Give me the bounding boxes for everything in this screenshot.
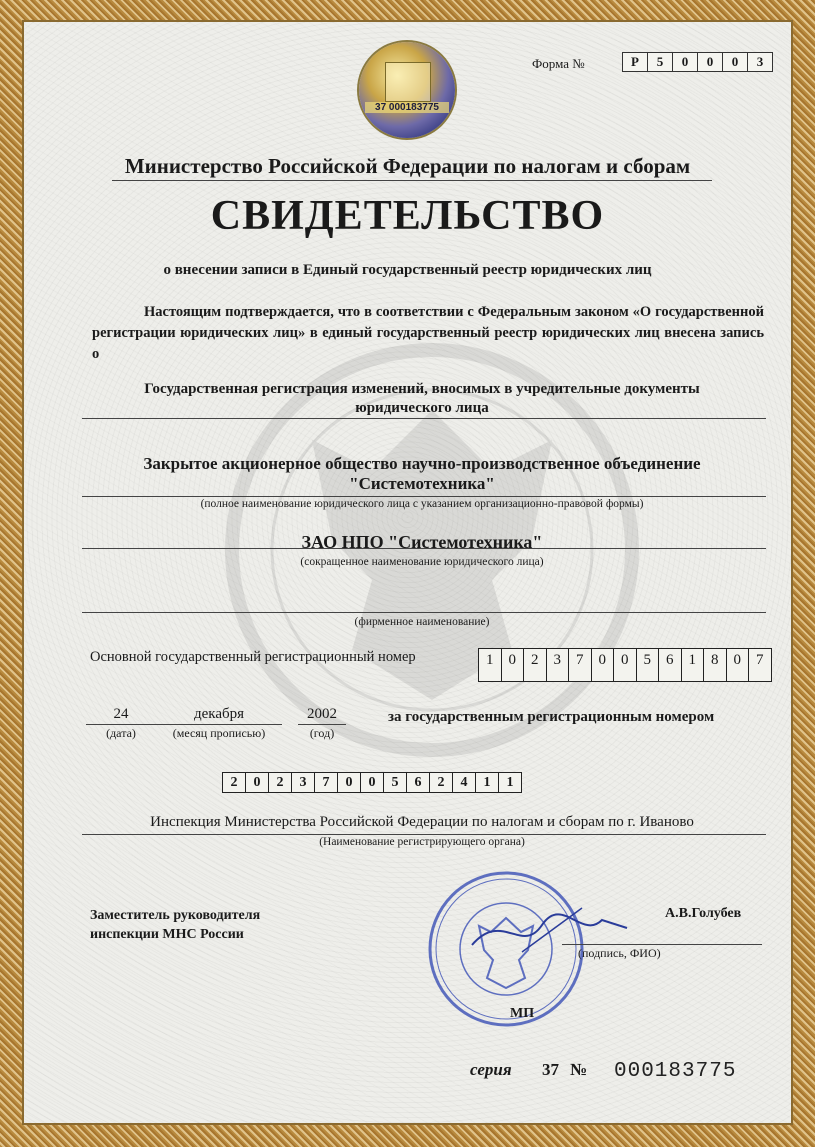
grn-digit-cell: 1 xyxy=(506,775,514,790)
divider xyxy=(82,612,766,613)
serial-number: 000183775 xyxy=(614,1060,737,1083)
divider xyxy=(112,180,712,181)
grn-digit-cell: 2 xyxy=(269,773,292,792)
authority-caption: (Наименование регистрирующего органа) xyxy=(319,836,525,848)
divider xyxy=(82,834,766,835)
grn-digit-cell: 1 xyxy=(476,773,499,792)
brand-name-caption: (фирменное наименование) xyxy=(354,616,490,628)
ogrn-digit-cell: 3 xyxy=(547,649,570,681)
hologram-seal xyxy=(359,42,455,138)
grn-digit-cell: 0 xyxy=(338,773,361,792)
grn-digit-cell: 2 xyxy=(223,773,246,792)
signatory-name: А.В.Голубев xyxy=(665,906,742,921)
short-name-caption: (сокращенное наименование юридического лица) xyxy=(300,556,544,568)
position-line-1: Заместитель руководителя xyxy=(90,908,261,923)
ministry-name: Министерство Российской Федерации по налогам и сборам xyxy=(124,154,691,178)
series-value: 37 xyxy=(542,1060,559,1079)
full-name-caption: (полное наименование юридического лица с указанием организационно-правовой формы) xyxy=(200,498,644,510)
divider xyxy=(156,724,282,725)
grn-digit-cell: 0 xyxy=(246,773,269,792)
grn-number xyxy=(222,772,522,793)
series-label: серия xyxy=(470,1060,512,1079)
grn-digit-cell: 4 xyxy=(453,773,476,792)
ogrn-number xyxy=(478,648,772,682)
ogrn-digit-cell: 1 xyxy=(682,649,705,681)
grn-digit-cell: 2 xyxy=(430,773,453,792)
signature-caption: (подпись, ФИО) xyxy=(578,946,661,960)
form-code xyxy=(622,52,773,72)
divider xyxy=(298,724,346,725)
entry-line-1: Государственная регистрация изменений, вносимых в учредительные документы xyxy=(144,381,700,397)
confirmation-paragraph: Настоящим подтверждается, что в соответствии с Федеральным законом «О государственной регистрации юридических лиц» в единый государственный реестр юридических лиц внесена запись о xyxy=(92,304,764,362)
form-label: Форма № xyxy=(532,56,585,71)
ogrn-digit-cell: 7 xyxy=(569,649,592,681)
ogrn-digit-cell: 2 xyxy=(524,649,547,681)
entry-description xyxy=(82,380,762,418)
signatory-position xyxy=(90,906,260,944)
hologram-emblem-icon xyxy=(385,62,431,102)
company-name-line-2: "Системотехника" xyxy=(349,474,495,493)
ogrn-digit-cell: 8 xyxy=(704,649,727,681)
ogrn-digit-cell: 6 xyxy=(659,649,682,681)
seal-place-label: МП xyxy=(510,1006,535,1021)
hologram-number: 37 000183775 xyxy=(365,102,449,113)
date-year-caption: (год) xyxy=(309,726,335,740)
ogrn-digit-cell: 0 xyxy=(592,649,615,681)
page-title: СВИДЕТЕЛЬСТВО xyxy=(210,193,605,239)
number-label: № xyxy=(570,1060,588,1079)
form-code-cell: 0 xyxy=(673,53,698,71)
grn-digit-cell: 6 xyxy=(407,773,430,792)
entry-line-2: юридического лица xyxy=(355,400,489,416)
reg-number-label: за государственным регистрационным номером xyxy=(388,709,715,725)
grn-digit-cell: 7 xyxy=(315,773,338,792)
certificate-paper xyxy=(22,20,793,1125)
divider xyxy=(86,724,156,725)
company-full-name xyxy=(82,454,762,494)
position-line-2: инспекции МНС России xyxy=(90,927,244,942)
date-day-caption: (дата) xyxy=(106,726,136,740)
divider xyxy=(562,944,762,945)
form-code-cell: 3 xyxy=(756,54,764,69)
ogrn-label: Основной государственный регистрационный номер xyxy=(90,649,416,665)
ogrn-digit-cell: 7 xyxy=(756,652,764,668)
date-month: декабря xyxy=(193,706,245,722)
company-short-name: ЗАО НПО "Системотехника" xyxy=(301,532,543,552)
subtitle: о внесении записи в Единый государственный реестр юридических лиц xyxy=(163,262,652,278)
divider xyxy=(82,418,766,419)
date-day: 24 xyxy=(113,706,129,722)
divider xyxy=(82,496,766,497)
grn-digit-cell: 3 xyxy=(292,773,315,792)
form-code-cell: 0 xyxy=(698,53,723,71)
ogrn-digit-cell: 0 xyxy=(614,649,637,681)
form-code-cell: Р xyxy=(623,53,648,71)
grn-digit-cell: 5 xyxy=(384,773,407,792)
date-month-caption: (месяц прописью) xyxy=(172,726,266,740)
ogrn-digit-cell: 0 xyxy=(727,649,750,681)
ogrn-digit-cell: 1 xyxy=(479,649,502,681)
ogrn-digit-cell: 5 xyxy=(637,649,660,681)
ogrn-digit-cell: 0 xyxy=(502,649,525,681)
registering-authority: Инспекция Министерства Российской Федерации по налогам и сборам по г. Иваново xyxy=(150,814,694,830)
grn-digit-cell: 0 xyxy=(361,773,384,792)
form-code-cell: 5 xyxy=(648,53,673,71)
date-year: 2002 xyxy=(307,706,337,722)
form-code-cell: 0 xyxy=(723,53,748,71)
company-name-line-1: Закрытое акционерное общество научно-производственное объединение xyxy=(143,454,701,473)
